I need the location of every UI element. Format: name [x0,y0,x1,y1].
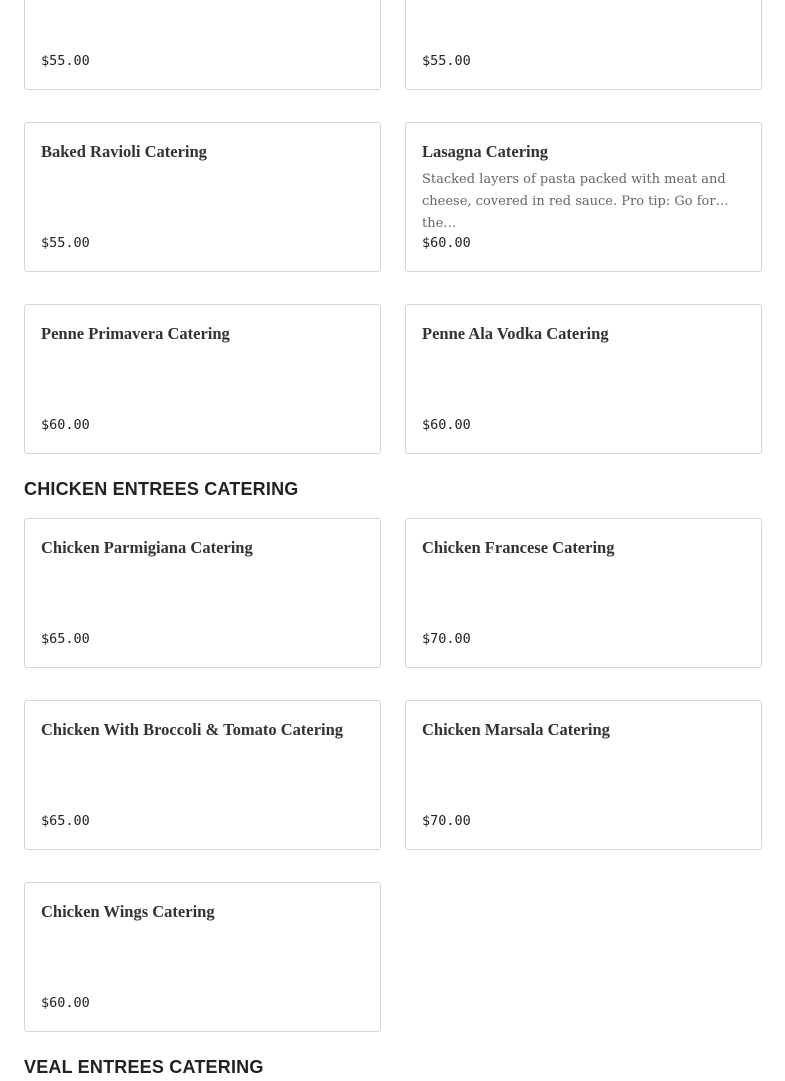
menu-item-card[interactable] [24,700,381,850]
menu-item-name: Chicken Francese Catering [422,538,615,557]
menu-item-price: $60.00 [422,235,471,251]
menu-item-card[interactable] [405,518,762,668]
menu-item-price: $65.00 [41,813,90,829]
menu-item-price: $70.00 [422,813,471,829]
section-title-chicken: CHICKEN ENTREES CATERING [24,479,299,499]
menu-item-card[interactable] [24,304,381,454]
menu-item-price: $60.00 [41,995,90,1011]
menu-item-price: $70.00 [422,631,471,647]
menu-item-card[interactable] [405,700,762,850]
menu-item-name: Penne Primavera Catering [41,324,230,343]
menu-item-name: Chicken Parmigiana Catering [41,538,253,557]
menu-item-price: $55.00 [41,235,90,251]
menu-item-name: Baked Ravioli Catering [41,142,207,161]
menu-item-price: $60.00 [422,417,471,433]
menu-item-description: Stacked layers of pasta packed with meat and cheese, covered in red sauce. Pro tip: Go for the… [422,172,726,231]
menu-item-card[interactable] [24,122,381,272]
menu-item-card[interactable] [405,0,762,90]
menu-item-name: Lasagna Catering [422,142,549,161]
menu-item-name: Chicken With Broccoli & Tomato Catering [41,720,344,739]
menu-item-name: Chicken Wings Catering [41,902,215,921]
menu-item-price: $55.00 [422,53,471,69]
menu-item-card[interactable] [24,518,381,668]
menu-item-card[interactable] [24,0,381,90]
menu-item-price: $55.00 [41,53,90,69]
section-title-veal: VEAL ENTREES CATERING [24,1057,264,1077]
menu-item-price: $65.00 [41,631,90,647]
menu-item-card[interactable] [405,304,762,454]
menu-item-price: $60.00 [41,417,90,433]
menu-item-card[interactable] [405,122,762,272]
menu-item-name: Penne Ala Vodka Catering [422,324,609,343]
menu-item-name: Chicken Marsala Catering [422,720,610,739]
menu-item-card[interactable] [24,882,381,1032]
